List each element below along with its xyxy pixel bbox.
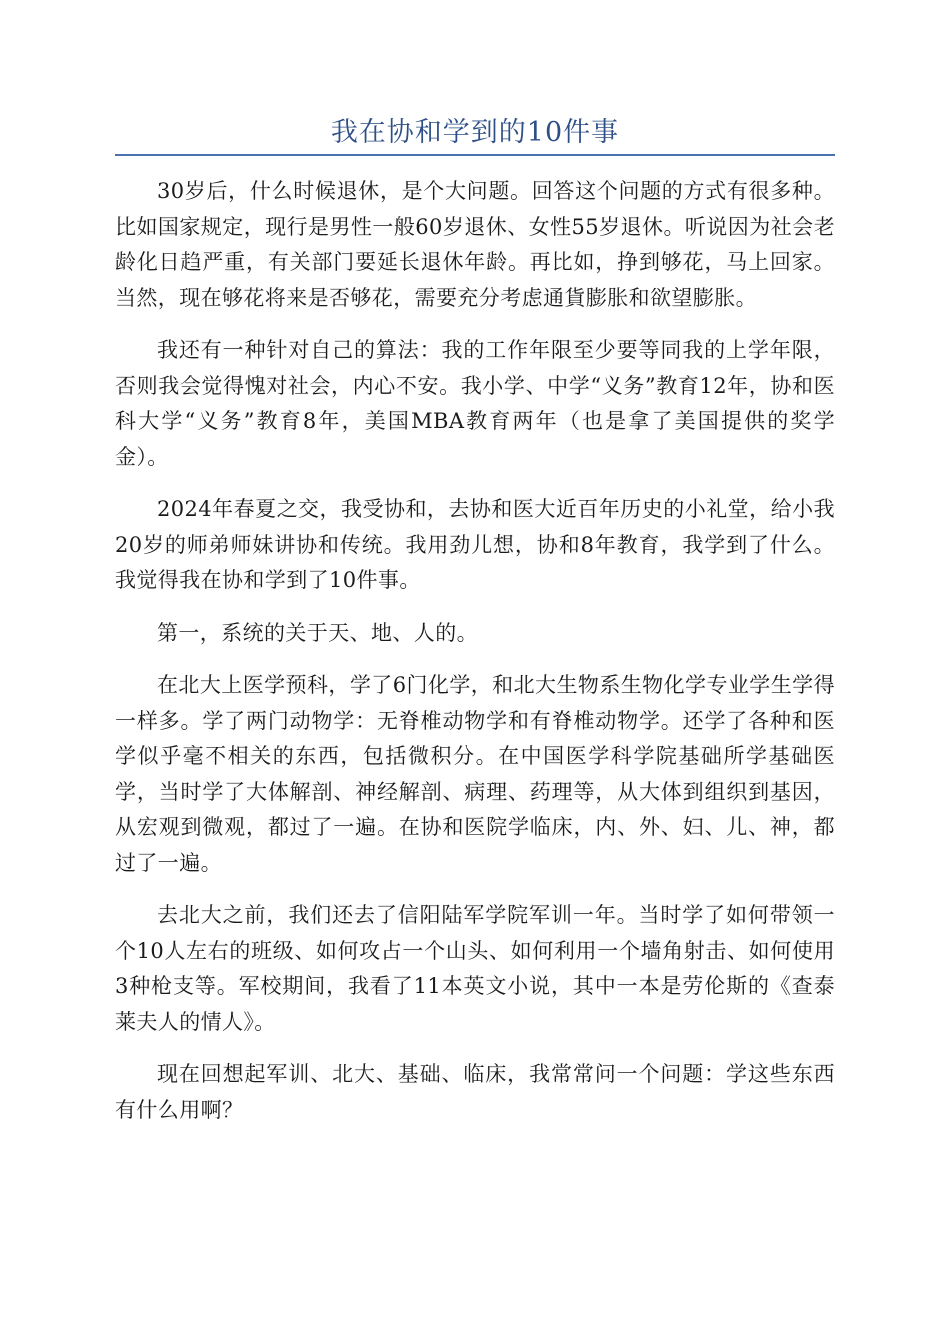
paragraph-pku-premed: 在北大上医学预科，学了6门化学，和北大生物系生物化学专业学生学得一样多。学了两门动物学：无脊椎动物学和有脊椎动物学。还学了各种和医学似乎毫不相关的东西，包括微积分。在中国医学科学院基础所学基础医学，当时学了大体解剖、神经解剖、病理、药理等，从大体到组织到基因，从宏观到微观，都过了一遍。在协和医院学临床，内、外、妇、儿、神，都过了一遍。 — [115, 673, 835, 875]
title-underline — [115, 154, 835, 156]
paragraph-own-algorithm: 我还有一种针对自己的算法：我的工作年限至少要等同我的上学年限，否则我会觉得愧对社会，内心不安。我小学、中学“义务”教育12年，协和医科大学“义务”教育8年，美国MBA教育两年（也是拿了美国提供的奖学金）。 — [115, 338, 835, 469]
paragraph-spring-2024-talk: 2024年春夏之交，我受协和，去协和医大近百年历史的小礼堂，给小我20岁的师弟师妹讲协和传统。我用劲儿想，协和8年教育，我学到了什么。我觉得我在协和学到了10件事。 — [115, 497, 835, 592]
document-title: 我在协和学到的10件事 — [330, 117, 620, 148]
paragraph-reflection: 现在回想起军训、北大、基础、临床，我常常问一个问题：学这些东西有什么用啊？ — [115, 1062, 835, 1122]
paragraph-first-point: 第一，系统的关于天、地、人的。 — [157, 620, 478, 645]
paragraph-retirement: 30岁后，什么时候退休，是个大问题。回答这个问题的方式有很多种。比如国家规定，现行是男性一般60岁退休、女性55岁退休。听说因为社会老龄化日趋严重，有关部门要延长退休年龄。再比如，挣到够花，马上回家。当然，现在够花将来是否够花，需要充分考虑通貨膨胀和欲望膨胀。 — [115, 179, 835, 310]
paragraph-military-training: 去北大之前，我们还去了信阳陆军学院军训一年。当时学了如何带领一个10人左右的班级、如何攻占一个山头、如何利用一个墙角射击、如何使用3种枪支等。军校期间，我看了11本英文小说，其中一本是劳伦斯的《查泰莱夫人的情人》。 — [115, 903, 835, 1034]
document-body — [115, 174, 835, 1145]
